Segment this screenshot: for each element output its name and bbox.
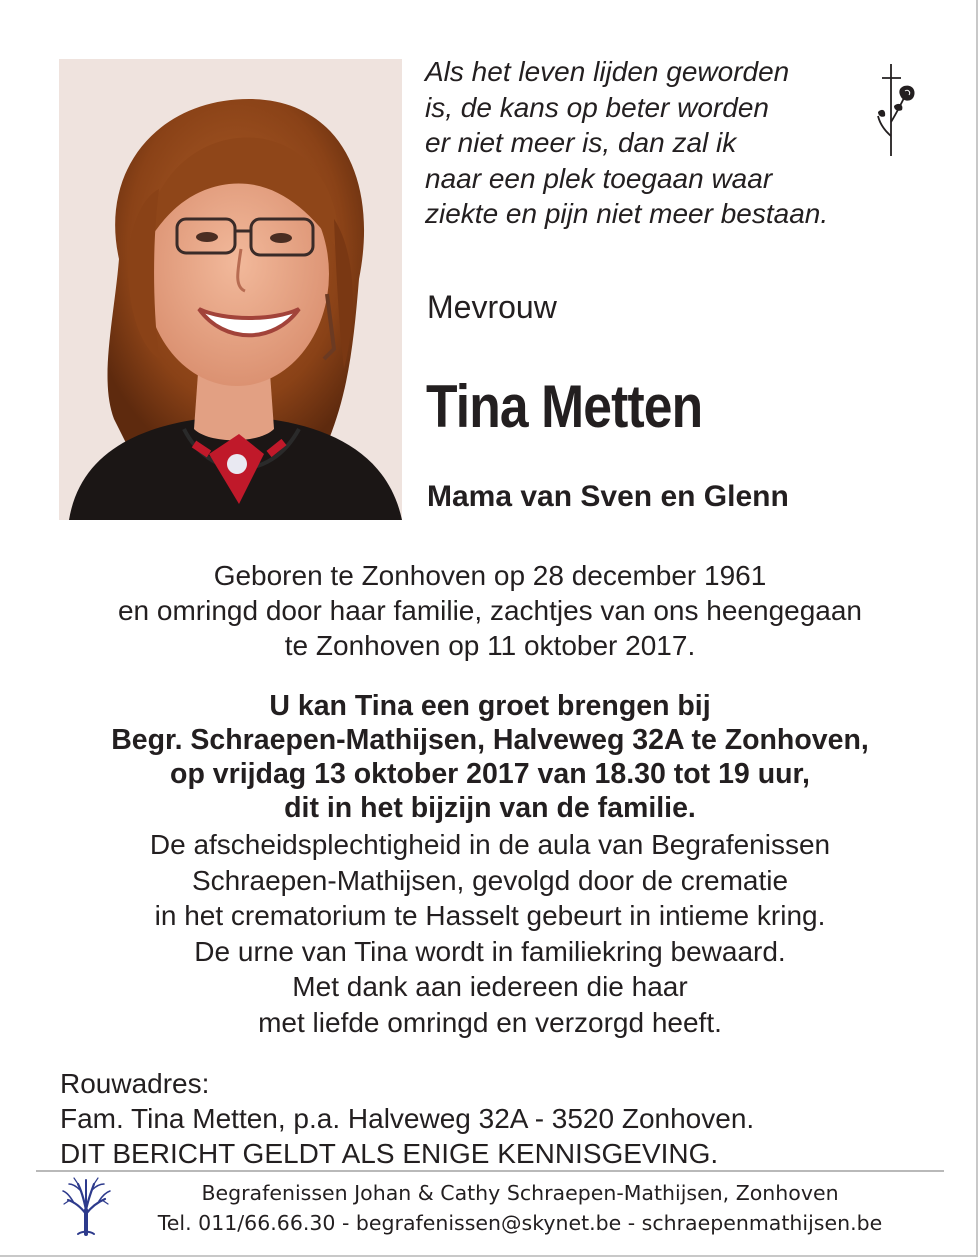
birth-death-line: Geboren te Zonhoven op 28 december 1961 xyxy=(213,560,767,591)
footer-contact: Tel. 011/66.66.30 - begrafenissen@skynet.be - schraepenmathijsen.be xyxy=(157,1211,883,1235)
tree-logo-icon xyxy=(60,1176,112,1236)
mourning-address xyxy=(60,1066,754,1171)
poem-line: ziekte en pijn niet meer bestaan. xyxy=(425,198,829,229)
poem-line: er niet meer is, dan zal ik xyxy=(425,127,737,158)
notice-text: DIT BERICHT GELDT ALS ENIGE KENNISGEVING. xyxy=(60,1138,719,1169)
ceremony-line: Met dank aan iedereen die haar xyxy=(292,971,688,1002)
birth-death-section xyxy=(0,558,980,663)
birth-death-line: te Zonhoven op 11 oktober 2017. xyxy=(284,630,696,661)
poem xyxy=(425,54,855,232)
address-line: Fam. Tina Metten, p.a. Halveweg 32A - 3520 Zonhoven. xyxy=(60,1103,755,1134)
deceased-relation: Mama van Sven en Glenn xyxy=(427,480,789,513)
ceremony-line: met liefde omringd en verzorgd heeft. xyxy=(258,1006,722,1038)
portrait-photo xyxy=(59,59,402,520)
ceremony-line: De afscheidsplechtigheid in de aula van Begrafenissen xyxy=(149,829,831,860)
deceased-title: Mevrouw xyxy=(427,289,557,325)
visitation-line: dit in het bijzijn van de familie. xyxy=(284,792,696,824)
visitation-line: U kan Tina een groet brengen bij xyxy=(269,690,711,722)
poem-line: is, de kans op beter worden xyxy=(425,91,769,123)
ceremony-line: De urne van Tina wordt in familiekring bewaard. xyxy=(194,935,786,967)
visitation-section xyxy=(0,689,980,825)
poem-line: Als het leven lijden geworden xyxy=(425,56,790,87)
footer-divider xyxy=(36,1170,944,1172)
address-label: Rouwadres: xyxy=(60,1068,210,1099)
deceased-name: Tina Metten xyxy=(426,373,703,440)
footer-company: Begrafenissen Johan & Cathy Schraepen-Mathijsen, Zonhoven xyxy=(201,1181,839,1205)
ceremony-section xyxy=(0,827,980,1040)
poem-line: naar een plek toegaan waar xyxy=(425,162,773,194)
cross-with-rose-icon xyxy=(874,62,920,158)
visitation-line: Begr. Schraepen-Mathijsen, Halveweg 32A te Zonhoven, xyxy=(111,724,869,756)
birth-death-line: en omringd door haar familie, zachtjes van ons heengegaan xyxy=(117,595,863,626)
ceremony-line: in het crematorium te Hasselt gebeurt in intieme kring. xyxy=(154,900,826,931)
visitation-line: op vrijdag 13 oktober 2017 van 18.30 tot 19 uur, xyxy=(170,758,810,790)
funeral-home-footer xyxy=(120,1178,920,1238)
ceremony-line: Schraepen-Mathijsen, gevolgd door de crematie xyxy=(191,864,789,896)
